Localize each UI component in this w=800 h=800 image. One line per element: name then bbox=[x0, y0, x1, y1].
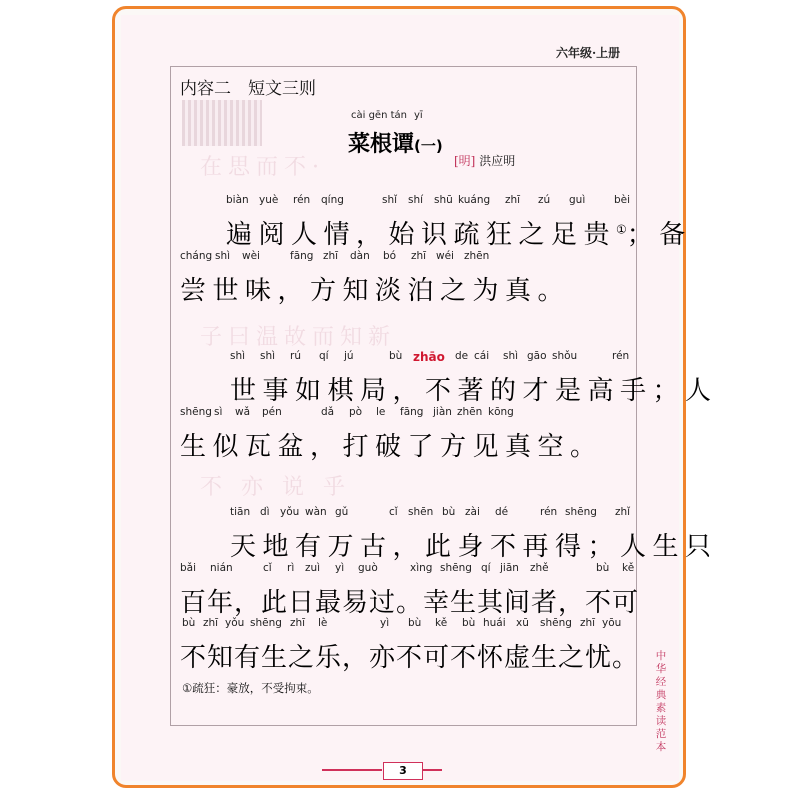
pinyin-syllable: qí bbox=[481, 562, 491, 574]
pinyin-syllable: de bbox=[455, 350, 469, 362]
pinyin-syllable: sì bbox=[214, 406, 223, 418]
pinyin-syllable: guì bbox=[569, 194, 586, 206]
author-dynasty: [明] bbox=[454, 154, 476, 168]
pinyin-syllable: yǒu bbox=[225, 617, 245, 629]
pinyin-syllable: rén bbox=[540, 506, 558, 518]
pinyin-syllable: xū bbox=[516, 617, 529, 629]
pinyin-syllable: zhī bbox=[290, 617, 306, 629]
pinyin-syllable: wǎ bbox=[235, 406, 251, 418]
author-name: 洪应明 bbox=[479, 154, 516, 168]
pinyin-syllable: cǐ bbox=[389, 506, 398, 518]
pinyin-syllable: kuáng bbox=[458, 194, 491, 206]
pinyin-syllable: le bbox=[376, 406, 386, 418]
pinyin-syllable: bù bbox=[182, 617, 196, 629]
pinyin-syllable: shēng bbox=[540, 617, 572, 629]
footnote: ①疏狂：豪放，不受拘束。 bbox=[182, 681, 319, 695]
pinyin-syllable: pò bbox=[349, 406, 363, 418]
text-characters: 生似瓦盆，打破了方见真空。 bbox=[180, 432, 603, 462]
pinyin-syllable: yǒu bbox=[280, 506, 300, 518]
pinyin-syllable: zuì bbox=[305, 562, 321, 574]
pinyin-syllable: rú bbox=[290, 350, 301, 362]
pinyin-syllable: tiān bbox=[230, 506, 251, 518]
pinyin-syllable: dì bbox=[260, 506, 270, 518]
text-characters: 世事如棋局，不著的才是高手；人 bbox=[230, 376, 718, 406]
pinyin-syllable: zhēn bbox=[457, 406, 483, 418]
pinyin-syllable: bǎi bbox=[180, 562, 197, 574]
pinyin-syllable: wàn bbox=[305, 506, 327, 518]
pinyin-syllable: shēng bbox=[440, 562, 472, 574]
pinyin-syllable: dàn bbox=[350, 250, 370, 262]
footnote-marker: ① bbox=[616, 222, 627, 237]
pinyin-syllable: wèi bbox=[242, 250, 260, 262]
pinyin-syllable: bù bbox=[442, 506, 456, 518]
pinyin-syllable: wéi bbox=[436, 250, 454, 262]
grade-label: 六年级·上册 bbox=[556, 46, 621, 60]
pinyin-syllable-highlight: zhāo bbox=[413, 350, 445, 364]
title-number: (一) bbox=[414, 137, 443, 155]
title-pinyin: cài gēn tán bbox=[351, 110, 407, 121]
pinyin-syllable: shì bbox=[503, 350, 519, 362]
pinyin-syllable: shì bbox=[230, 350, 246, 362]
page-number-rule bbox=[422, 769, 442, 771]
pinyin-syllable: pén bbox=[262, 406, 282, 418]
pinyin-syllable: shǐ bbox=[382, 194, 398, 206]
text-line-6 bbox=[0, 562, 800, 616]
pinyin-syllable: bèi bbox=[614, 194, 631, 206]
pinyin-syllable: cái bbox=[474, 350, 490, 362]
pinyin-syllable: shì bbox=[260, 350, 276, 362]
pinyin-syllable: bù bbox=[462, 617, 476, 629]
pinyin-syllable: shū bbox=[434, 194, 453, 206]
pinyin-syllable: gāo bbox=[527, 350, 547, 362]
text-line-1 bbox=[0, 194, 800, 248]
pinyin-syllable: fāng bbox=[400, 406, 424, 418]
pinyin-syllable: shēng bbox=[180, 406, 212, 418]
text-characters: 不知有生之乐，亦不可不怀虚生之忧。 bbox=[180, 643, 640, 673]
pinyin-syllable: gǔ bbox=[335, 506, 349, 518]
pinyin-syllable: bù bbox=[596, 562, 610, 574]
text-characters: 尝世味，方知淡泊之为真。 bbox=[180, 276, 571, 306]
pinyin-syllable: bù bbox=[389, 350, 403, 362]
pinyin-syllable: zhī bbox=[411, 250, 427, 262]
pinyin-syllable: dǎ bbox=[321, 406, 335, 418]
text-end: ；备 bbox=[626, 220, 692, 250]
text-characters: 百年，此日最易过。幸生其间者，不可 bbox=[180, 588, 640, 618]
text-line-2 bbox=[0, 250, 800, 304]
pinyin-syllable: kōng bbox=[488, 406, 514, 418]
background-watermark: 在思而不· bbox=[200, 155, 325, 180]
pinyin-syllable: kě bbox=[435, 617, 448, 629]
pinyin-syllable: fāng bbox=[290, 250, 314, 262]
pinyin-syllable: zhě bbox=[530, 562, 549, 574]
pinyin-syllable: lè bbox=[318, 617, 328, 629]
pinyin-syllable: dé bbox=[495, 506, 509, 518]
pinyin-syllable: jiān bbox=[500, 562, 519, 574]
page-title bbox=[348, 127, 443, 158]
pinyin-syllable: zhī bbox=[505, 194, 521, 206]
pinyin-syllable: zú bbox=[538, 194, 551, 206]
text-line-5 bbox=[0, 506, 800, 560]
pinyin-syllable: shēng bbox=[250, 617, 282, 629]
page-number-rule bbox=[322, 769, 382, 771]
pinyin-syllable: yōu bbox=[602, 617, 622, 629]
pinyin-syllable: zhǐ bbox=[615, 506, 631, 518]
pinyin-syllable: kě bbox=[622, 562, 635, 574]
pinyin-syllable: zhī bbox=[203, 617, 219, 629]
pinyin-syllable: nián bbox=[210, 562, 233, 574]
pinyin-syllable: shēn bbox=[408, 506, 434, 518]
pinyin-syllable: biàn bbox=[226, 194, 249, 206]
pinyin-syllable: shǒu bbox=[552, 350, 578, 362]
pinyin-syllable: jú bbox=[344, 350, 354, 362]
pinyin-syllable: rén bbox=[612, 350, 630, 362]
text-characters: 天地有万古，此身不再得；人生只 bbox=[230, 532, 718, 562]
page-number: 3 bbox=[383, 762, 423, 780]
pinyin-syllable: cháng bbox=[180, 250, 213, 262]
side-series-title: 中华经典素读范本 bbox=[655, 650, 667, 753]
pinyin-syllable: shí bbox=[408, 194, 424, 206]
pinyin-syllable: rì bbox=[287, 562, 295, 574]
pinyin-syllable: bù bbox=[408, 617, 422, 629]
background-watermark: 不 亦 说 乎 bbox=[200, 475, 351, 500]
pinyin-syllable: zhī bbox=[580, 617, 596, 629]
pinyin-syllable: huái bbox=[483, 617, 506, 629]
author-line bbox=[454, 152, 515, 169]
pinyin-syllable: zhī bbox=[323, 250, 339, 262]
pinyin-syllable: rén bbox=[293, 194, 311, 206]
pinyin-syllable: shēng bbox=[565, 506, 597, 518]
text-line-7 bbox=[0, 617, 800, 671]
text-line-3 bbox=[0, 350, 800, 404]
pinyin-syllable: qíng bbox=[321, 194, 344, 206]
text-line-4 bbox=[0, 406, 800, 460]
pinyin-syllable: zài bbox=[465, 506, 480, 518]
pinyin-syllable: xìng bbox=[410, 562, 433, 574]
title-number-pinyin: yī bbox=[414, 110, 423, 121]
pinyin-syllable: zhēn bbox=[464, 250, 490, 262]
text-main: 遍阅人情，始识疏狂之足贵 bbox=[226, 220, 617, 250]
pinyin-syllable: bó bbox=[383, 250, 397, 262]
background-watermark: 子曰温故而知新 bbox=[200, 325, 397, 350]
pinyin-syllable: shì bbox=[215, 250, 231, 262]
pinyin-syllable: qí bbox=[319, 350, 329, 362]
pinyin-syllable: yì bbox=[380, 617, 390, 629]
pinyin-syllable: guò bbox=[358, 562, 378, 574]
title-text: 菜根谭 bbox=[348, 132, 415, 157]
pinyin-syllable: cǐ bbox=[263, 562, 272, 574]
pinyin-syllable: yì bbox=[335, 562, 345, 574]
text-characters bbox=[226, 214, 692, 251]
section-heading: 内容二 短文三则 bbox=[180, 79, 316, 99]
qr-code-icon bbox=[182, 100, 262, 146]
pinyin-syllable: yuè bbox=[259, 194, 279, 206]
pinyin-syllable: jiàn bbox=[433, 406, 452, 418]
